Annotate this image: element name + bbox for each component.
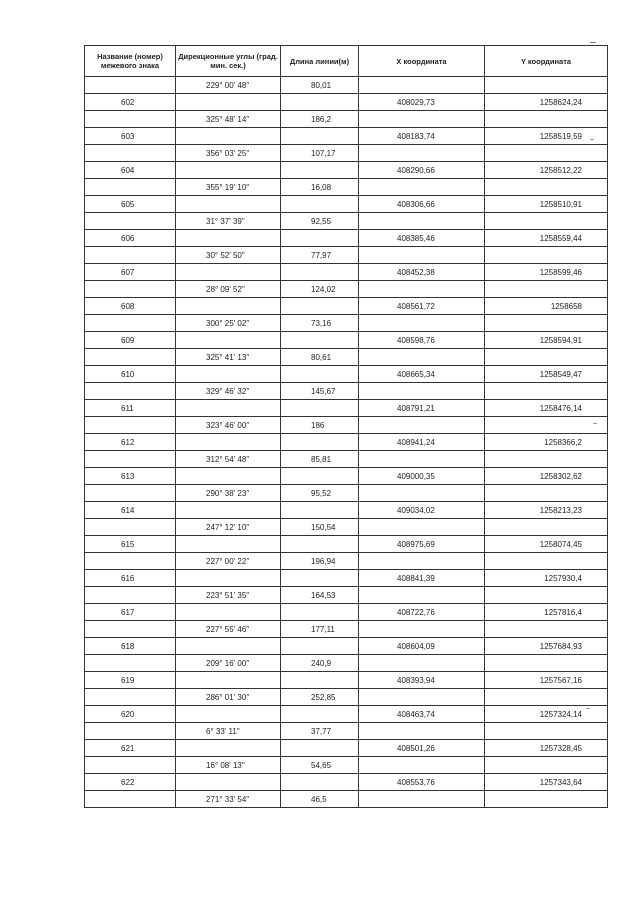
table-row (85, 417, 608, 434)
table-row (85, 604, 608, 621)
cell-length (281, 400, 359, 417)
cell-name (85, 791, 176, 808)
cell-x: 408306,66 (359, 196, 485, 213)
table-row (85, 349, 608, 366)
cell-angle (176, 162, 281, 179)
table-row (85, 757, 608, 774)
cell-y: 1258549,47 (485, 366, 608, 383)
table-row (85, 723, 608, 740)
cell-y (485, 179, 608, 196)
cell-name: 604 (85, 162, 176, 179)
cell-length: 85,81 (281, 451, 359, 468)
cell-x (359, 451, 485, 468)
cell-angle: 329° 46' 32" (176, 383, 281, 400)
cell-name (85, 145, 176, 162)
cell-angle (176, 196, 281, 213)
cell-name: 620 (85, 706, 176, 723)
cell-x (359, 655, 485, 672)
cell-x (359, 383, 485, 400)
cell-y (485, 553, 608, 570)
cell-y: 1257324,14 (485, 706, 608, 723)
cell-angle (176, 400, 281, 417)
cell-name: 622 (85, 774, 176, 791)
header-x: Х координата (359, 46, 485, 77)
table-row (85, 213, 608, 230)
table-row (85, 638, 608, 655)
cell-y: 1258074,45 (485, 536, 608, 553)
table-row (85, 536, 608, 553)
cell-y (485, 451, 608, 468)
cell-x: 408975,69 (359, 536, 485, 553)
table-row (85, 672, 608, 689)
cell-name: 610 (85, 366, 176, 383)
cell-y: 1258302,62 (485, 468, 608, 485)
cell-y: 1257328,45 (485, 740, 608, 757)
cell-name (85, 383, 176, 400)
cell-name (85, 315, 176, 332)
table-row (85, 196, 608, 213)
cell-angle: 300° 25' 02" (176, 315, 281, 332)
table-body (85, 77, 608, 808)
cell-name (85, 587, 176, 604)
cell-length: 16,08 (281, 179, 359, 196)
cell-length (281, 774, 359, 791)
cell-x: 409000,35 (359, 468, 485, 485)
cell-name (85, 179, 176, 196)
cell-angle (176, 536, 281, 553)
cell-y (485, 349, 608, 366)
cell-y: 1258624,24 (485, 94, 608, 111)
cell-y: 1258476,14 (485, 400, 608, 417)
cell-length: 186,2 (281, 111, 359, 128)
table-row (85, 791, 608, 808)
cell-angle (176, 94, 281, 111)
cell-angle (176, 604, 281, 621)
cell-name (85, 77, 176, 94)
cell-name: 607 (85, 264, 176, 281)
cell-y (485, 383, 608, 400)
cell-y (485, 213, 608, 230)
cell-x: 408385,46 (359, 230, 485, 247)
cell-y: 1258366,2 (485, 434, 608, 451)
cell-y (485, 757, 608, 774)
cell-length (281, 570, 359, 587)
cell-x: 408463,74 (359, 706, 485, 723)
table-row (85, 689, 608, 706)
table-row (85, 621, 608, 638)
cell-x: 408553,76 (359, 774, 485, 791)
cell-y (485, 791, 608, 808)
cell-length: 252,85 (281, 689, 359, 706)
cell-length: 164,53 (281, 587, 359, 604)
cell-x: 408722,76 (359, 604, 485, 621)
cell-angle (176, 298, 281, 315)
table-row (85, 77, 608, 94)
cell-length (281, 230, 359, 247)
cell-x (359, 621, 485, 638)
cell-length: 196,94 (281, 553, 359, 570)
cell-angle: 30° 52' 50" (176, 247, 281, 264)
coordinates-table (84, 45, 608, 808)
cell-name: 603 (85, 128, 176, 145)
cell-y (485, 723, 608, 740)
cell-angle (176, 434, 281, 451)
cell-angle: 223° 51' 35" (176, 587, 281, 604)
table-row (85, 655, 608, 672)
cell-name: 619 (85, 672, 176, 689)
cell-name: 613 (85, 468, 176, 485)
cell-length: 145,67 (281, 383, 359, 400)
cell-x (359, 111, 485, 128)
cell-length: 107,17 (281, 145, 359, 162)
table-row (85, 145, 608, 162)
cell-length: 124,02 (281, 281, 359, 298)
cell-name (85, 247, 176, 264)
cell-angle (176, 672, 281, 689)
cell-angle: 209° 16' 00" (176, 655, 281, 672)
cell-length (281, 706, 359, 723)
table-row (85, 128, 608, 145)
cell-angle (176, 774, 281, 791)
cell-length: 177,11 (281, 621, 359, 638)
cell-y (485, 77, 608, 94)
header-length: Длина линии(м) (281, 46, 359, 77)
cell-angle (176, 468, 281, 485)
cell-x (359, 281, 485, 298)
cell-length: 240,9 (281, 655, 359, 672)
cell-length (281, 672, 359, 689)
cell-y: 1258594,91 (485, 332, 608, 349)
cell-length: 37,77 (281, 723, 359, 740)
cell-x (359, 791, 485, 808)
cell-x: 408029,73 (359, 94, 485, 111)
cell-x (359, 553, 485, 570)
table-row (85, 281, 608, 298)
cell-name (85, 621, 176, 638)
cell-y (485, 417, 608, 434)
cell-y: 1257343,64 (485, 774, 608, 791)
cell-x: 409034,02 (359, 502, 485, 519)
cell-x: 408561,72 (359, 298, 485, 315)
cell-angle (176, 638, 281, 655)
cell-length (281, 502, 359, 519)
cell-angle: 28° 09' 52" (176, 281, 281, 298)
cell-x (359, 213, 485, 230)
cell-angle: 16° 08' 13" (176, 757, 281, 774)
cell-angle (176, 502, 281, 519)
cell-x (359, 417, 485, 434)
table-row (85, 502, 608, 519)
cell-y (485, 145, 608, 162)
cell-y: 1258658 (485, 298, 608, 315)
cell-name: 608 (85, 298, 176, 315)
cell-length (281, 638, 359, 655)
cell-length (281, 434, 359, 451)
cell-y: 1257567,16 (485, 672, 608, 689)
cell-name (85, 519, 176, 536)
cell-length: 186 (281, 417, 359, 434)
table-row (85, 468, 608, 485)
cell-x (359, 723, 485, 740)
table-row (85, 298, 608, 315)
cell-length: 150,54 (281, 519, 359, 536)
cell-x (359, 519, 485, 536)
header-angle: Дирекционные углы (град. мин. сек.) (176, 46, 281, 77)
table-row (85, 94, 608, 111)
cell-angle: 312° 54' 48" (176, 451, 281, 468)
cell-angle: 31° 37' 39" (176, 213, 281, 230)
cell-y (485, 315, 608, 332)
cell-x: 408598,76 (359, 332, 485, 349)
cell-name: 612 (85, 434, 176, 451)
cell-angle: 227° 55' 46" (176, 621, 281, 638)
table-row (85, 774, 608, 791)
cell-name (85, 655, 176, 672)
cell-x: 408290,66 (359, 162, 485, 179)
table-row (85, 383, 608, 400)
cell-x: 408604,09 (359, 638, 485, 655)
cell-angle (176, 740, 281, 757)
cell-angle: 323° 46' 00" (176, 417, 281, 434)
cell-name (85, 349, 176, 366)
cell-x (359, 145, 485, 162)
cell-name: 621 (85, 740, 176, 757)
cell-angle (176, 230, 281, 247)
cell-angle (176, 366, 281, 383)
cell-y (485, 519, 608, 536)
cell-length (281, 298, 359, 315)
cell-name (85, 111, 176, 128)
cell-length (281, 740, 359, 757)
cell-x: 408791,21 (359, 400, 485, 417)
table-row (85, 162, 608, 179)
cell-x (359, 587, 485, 604)
cell-length: 95,52 (281, 485, 359, 502)
table-row (85, 400, 608, 417)
cell-name: 605 (85, 196, 176, 213)
table-row (85, 519, 608, 536)
table-row (85, 111, 608, 128)
cell-y (485, 281, 608, 298)
cell-length (281, 264, 359, 281)
table-row (85, 451, 608, 468)
cell-y (485, 621, 608, 638)
cell-name: 602 (85, 94, 176, 111)
table-row (85, 434, 608, 451)
cell-x: 408452,38 (359, 264, 485, 281)
table-row (85, 485, 608, 502)
cell-x (359, 247, 485, 264)
cell-x: 408393,94 (359, 672, 485, 689)
cell-angle: 227° 00' 22" (176, 553, 281, 570)
cell-name: 615 (85, 536, 176, 553)
table-row (85, 553, 608, 570)
table-row (85, 570, 608, 587)
table-row (85, 366, 608, 383)
cell-length: 46,5 (281, 791, 359, 808)
cell-length (281, 94, 359, 111)
cell-name: 618 (85, 638, 176, 655)
cell-length (281, 162, 359, 179)
cell-name (85, 553, 176, 570)
table-row (85, 264, 608, 281)
cell-y: 1258519,59 (485, 128, 608, 145)
cell-length (281, 332, 359, 349)
cell-x (359, 689, 485, 706)
table-row (85, 740, 608, 757)
cell-length (281, 366, 359, 383)
cell-name (85, 485, 176, 502)
cell-length (281, 128, 359, 145)
header-name: Название (номер) межевого знака (85, 46, 176, 77)
cell-name: 616 (85, 570, 176, 587)
cell-name: 606 (85, 230, 176, 247)
cell-x: 408941,24 (359, 434, 485, 451)
table-row (85, 179, 608, 196)
cell-angle: 6° 33' 11" (176, 723, 281, 740)
cell-angle: 247° 12' 10" (176, 519, 281, 536)
cell-name: 614 (85, 502, 176, 519)
table-row (85, 230, 608, 247)
cell-angle: 355° 19' 10" (176, 179, 281, 196)
cell-name (85, 723, 176, 740)
cell-y (485, 111, 608, 128)
cell-y: 1258599,46 (485, 264, 608, 281)
cell-angle: 325° 41' 13" (176, 349, 281, 366)
cell-angle (176, 332, 281, 349)
cell-y: 1258512,22 (485, 162, 608, 179)
cell-angle (176, 706, 281, 723)
cell-x (359, 315, 485, 332)
cell-angle: 325° 48' 14" (176, 111, 281, 128)
cell-length: 92,55 (281, 213, 359, 230)
cell-name: 617 (85, 604, 176, 621)
scan-mark (590, 42, 596, 43)
cell-x: 408501,26 (359, 740, 485, 757)
cell-y (485, 485, 608, 502)
cell-y: 1257930,4 (485, 570, 608, 587)
cell-name (85, 417, 176, 434)
cell-angle (176, 264, 281, 281)
cell-y: 1258559,44 (485, 230, 608, 247)
cell-angle (176, 128, 281, 145)
table-row (85, 706, 608, 723)
cell-name: 609 (85, 332, 176, 349)
cell-angle: 229° 00' 48" (176, 77, 281, 94)
cell-length (281, 196, 359, 213)
cell-x (359, 485, 485, 502)
cell-angle: 286° 01' 30" (176, 689, 281, 706)
cell-name (85, 451, 176, 468)
cell-length (281, 536, 359, 553)
table-row (85, 587, 608, 604)
table-row (85, 315, 608, 332)
cell-y (485, 655, 608, 672)
cell-length: 77,97 (281, 247, 359, 264)
cell-length (281, 604, 359, 621)
cell-y (485, 689, 608, 706)
header-y: Y координата (485, 46, 608, 77)
cell-length (281, 468, 359, 485)
cell-y: 1257684,93 (485, 638, 608, 655)
cell-y (485, 247, 608, 264)
cell-x (359, 757, 485, 774)
cell-x (359, 349, 485, 366)
cell-x: 408665,34 (359, 366, 485, 383)
table-row (85, 332, 608, 349)
cell-name (85, 689, 176, 706)
cell-angle: 290° 38' 23" (176, 485, 281, 502)
cell-angle (176, 570, 281, 587)
cell-y: 1258510,91 (485, 196, 608, 213)
table-header-row (85, 46, 608, 77)
cell-y: 1257816,4 (485, 604, 608, 621)
cell-length: 80,61 (281, 349, 359, 366)
cell-y (485, 587, 608, 604)
cell-name (85, 281, 176, 298)
cell-length: 54,65 (281, 757, 359, 774)
cell-x: 408841,39 (359, 570, 485, 587)
cell-angle: 271° 33' 54" (176, 791, 281, 808)
cell-name (85, 757, 176, 774)
cell-y: 1258213,23 (485, 502, 608, 519)
cell-length: 73,16 (281, 315, 359, 332)
cell-name (85, 213, 176, 230)
cell-x: 408183,74 (359, 128, 485, 145)
cell-x (359, 77, 485, 94)
cell-length: 80,01 (281, 77, 359, 94)
table-row (85, 247, 608, 264)
cell-name: 611 (85, 400, 176, 417)
cell-x (359, 179, 485, 196)
cell-angle: 356° 03' 25" (176, 145, 281, 162)
